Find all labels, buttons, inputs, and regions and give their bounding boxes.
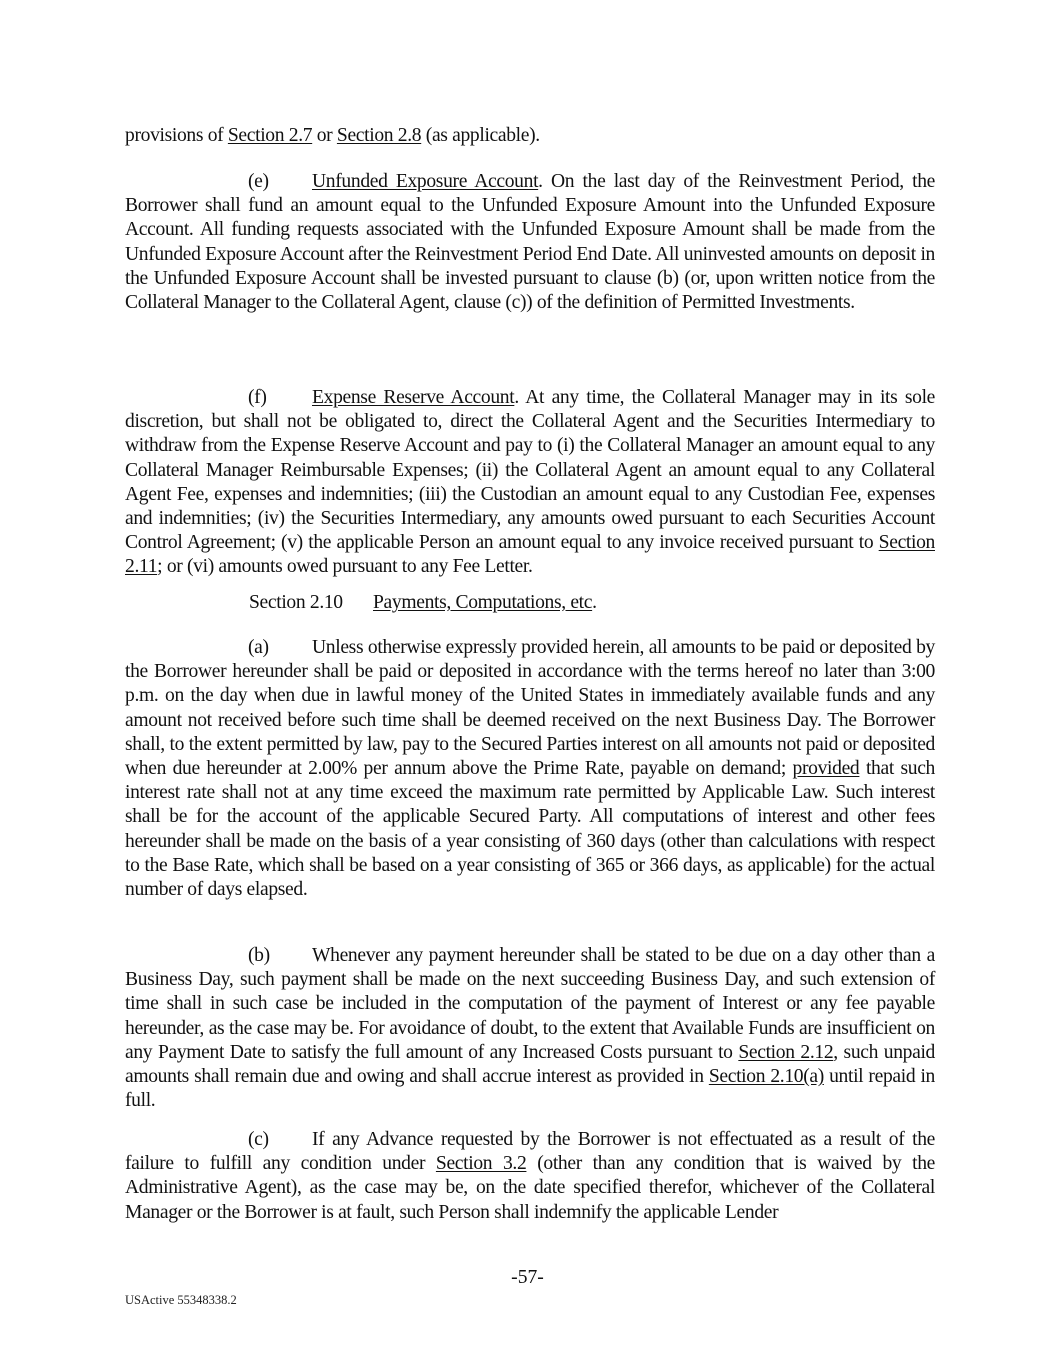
provided-term: provided [792,758,860,780]
section-title: Payments, Computations, etc [373,592,593,613]
text: Unless otherwise expressly provided herein, all amounts to be paid or deposited by the Borrower hereunder shall be paid or deposited in accordance with the terms hereof no later than 3:00 p.m. on the day when due in lawful money of the United States in immediately available funds and any amount not received before such time shall be deemed received on the next Business Day. The Borrower shall, to the extent permitted by law, pay to the Secured Parties interest on all amounts not paid or deposited when due hereunder at 2.00% per annum above the Prime Rate, payable on demand; [125,637,935,780]
text: until repaid in full. [125,1066,935,1112]
section-heading [249,591,939,615]
clause-title: Unfunded Exposure Account [312,171,539,192]
text: (as applicable). [421,125,540,146]
section-reference-link: Section 2.12 [738,1041,834,1063]
clause-label: (f) [248,387,267,408]
paragraph-b [125,944,935,1113]
text: (other than any condition that is waived by the Administrative Agent), as the case may be, on the date specified therefor, whichever of the Collateral Manager or the Borrower is at fault, such Person shall indemnify the applicable Lender [125,1153,935,1223]
text: . [592,592,597,613]
paragraph-continuation [125,124,935,148]
text: or [312,125,337,146]
paragraph-e [125,170,935,315]
section-reference-link: Section 2.11 [125,532,935,578]
paragraph-a [125,636,935,902]
clause-label: (c) [248,1129,269,1150]
clause-label: (b) [248,945,270,966]
text: Whenever any payment hereunder shall be stated to be due on a day other than a Business Day, such payment shall be made on the next succeeding Business Day, and such extension of time shall in such case be included in the computation of the payment of Interest or any fee payable hereunder, as the case may be. For avoidance of doubt, to the extent that Available Funds are insufficient on any Payment Date to satisfy the full amount of any Increased Costs pursuant to [125,945,935,1063]
paragraph-f [125,386,935,580]
clause-label: (e) [248,171,269,192]
document-footer-id: USActive 55348338.2 [125,1293,237,1307]
text: If any Advance requested by the Borrower is not effectuated as a result of the failure to fulfill any condition under [125,1129,935,1175]
section-reference-link: Section 2.10(a) [708,1066,824,1088]
text: . On the last day of the Reinvestment Period, the Borrower shall fund an amount equal to the Unfunded Exposure Amount into the Unfunded Exposure Account. All funding requests associated with the Unfunded Exposure Amount shall be made from the Unfunded Exposure Account after the Reinvestment Period End Date. All uninvested amounts on deposit in the Unfunded Exposure Account shall be invested pursuant to clause (b) (or, upon written notice from the Collateral Manager to the Collateral Agent, clause (c)) of the definition of Permitted Investments. [125,171,935,314]
section-reference-link: Section 3.2 [435,1153,527,1175]
text: that such interest rate shall not at any time exceed the maximum rate permitted by Applicable Law. Such interest shall be for the account of the applicable Secured Party. All computations of interest and other fees hereunder shall be made on the basis of a year consisting of 360 days (other than calculations with respect to the Base Rate, which shall be based on a year consisting of 365 or 366 days, as applicable) for the actual number of days elapsed. [125,758,936,901]
text: ; or (vi) amounts owed pursuant to any Fee Letter. [157,556,533,578]
section-number: Section 2.10 [249,592,343,613]
clause-label: (a) [248,637,269,658]
clause-title: Expense Reserve Account [312,387,515,408]
page-number: -57- [511,1267,544,1288]
text: , such unpaid amounts shall remain due and owing and shall accrue interest as provided in [125,1041,935,1088]
paragraph-c [125,1128,935,1225]
section-reference-link: Section 2.8 [336,125,422,146]
text: . At any time, the Collateral Manager may in its sole discretion, but shall not be obligated to, direct the Collateral Agent and the Securities Intermediary to withdraw from the Expense Reserve Account and pay to (i) the Collateral Manager an amount equal to any Collateral Manager Reimbursable Expenses; (ii) the Collateral Agent an amount equal to any Collateral Agent Fee, expenses and indemnities; (iii) the Custodian an amount equal to any Custodian Fee, expenses and indemnities; (iv) the Securities Intermediary, any amounts owed pursuant to each Securities Account Control Agreement; (v) the applicable Person an amount equal to any invoice received pursuant to [125,387,936,554]
text: provisions of [125,125,228,146]
section-reference-link: Section 2.7 [227,125,313,146]
